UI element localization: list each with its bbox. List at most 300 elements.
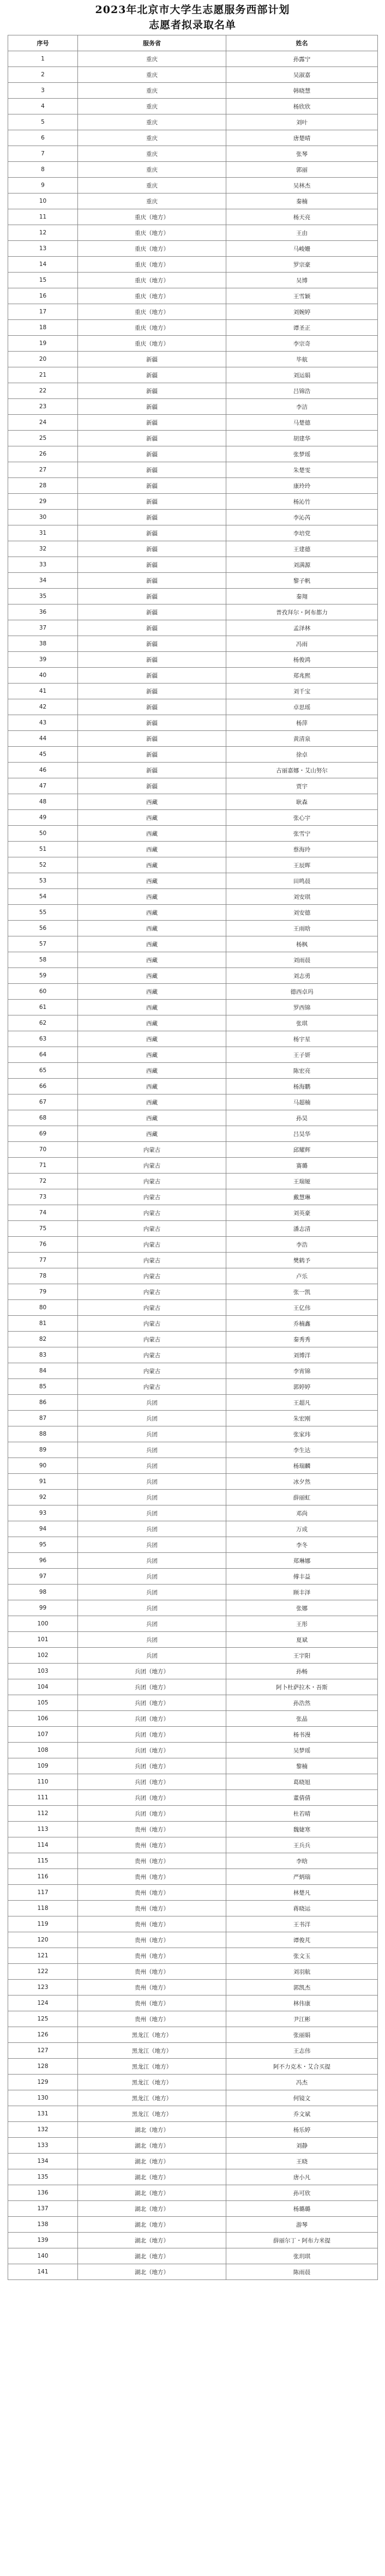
row-name: 杨璐璐 [226, 2201, 378, 2217]
row-name: 张家玮 [226, 1426, 378, 1442]
table-row [8, 810, 378, 826]
table-header-row [8, 35, 378, 51]
table-row [8, 225, 378, 241]
row-index: 11 [8, 209, 78, 225]
row-index: 17 [8, 304, 78, 320]
table-row [8, 304, 378, 320]
row-province: 兵团（地方） [78, 1695, 226, 1711]
row-province: 湖北（地方） [78, 2248, 226, 2264]
row-name: 刘安德 [226, 905, 378, 921]
row-name: 德西卓玛 [226, 984, 378, 1000]
row-index: 57 [8, 936, 78, 952]
row-index: 99 [8, 1600, 78, 1616]
table-row [8, 1332, 378, 1347]
row-index: 82 [8, 1332, 78, 1347]
row-name: 郭婷婷 [226, 1379, 378, 1395]
table-row [8, 1015, 378, 1031]
row-index: 133 [8, 2138, 78, 2154]
row-name: 李浩 [226, 1237, 378, 1253]
row-province: 新疆 [78, 446, 226, 462]
row-index: 39 [8, 652, 78, 668]
table-row [8, 193, 378, 209]
row-index: 3 [8, 83, 78, 99]
row-index: 62 [8, 1015, 78, 1031]
row-name: 张雪宁 [226, 826, 378, 842]
row-name: 孙昊 [226, 1110, 378, 1126]
table-row [8, 873, 378, 889]
row-province: 贵州（地方） [78, 1932, 226, 1948]
row-province: 兵团（地方） [78, 1664, 226, 1679]
table-row [8, 1158, 378, 1174]
row-name: 樊鹤予 [226, 1253, 378, 1268]
row-name: 杨俊鸿 [226, 652, 378, 668]
row-index: 120 [8, 1932, 78, 1948]
table-row [8, 2090, 378, 2106]
table-row [8, 1205, 378, 1221]
row-name: 马峻姗 [226, 241, 378, 257]
row-index: 27 [8, 462, 78, 478]
row-name: 吕锦浩 [226, 383, 378, 399]
row-index: 68 [8, 1110, 78, 1126]
row-index: 90 [8, 1458, 78, 1474]
table-row [8, 889, 378, 905]
table-row [8, 1268, 378, 1284]
row-province: 兵团（地方） [78, 1774, 226, 1790]
table-row [8, 2122, 378, 2138]
table-row [8, 1442, 378, 1458]
table-row [8, 2201, 378, 2217]
document-title [0, 2, 385, 33]
row-name: 罗西锦 [226, 1000, 378, 1015]
row-name: 吴博 [226, 273, 378, 288]
row-name: 杨沁竹 [226, 494, 378, 510]
table-row [8, 1648, 378, 1664]
row-name: 赛璐 [226, 1158, 378, 1174]
table-row [8, 984, 378, 1000]
row-province: 重庆（地方） [78, 225, 226, 241]
row-index: 84 [8, 1363, 78, 1379]
table-row [8, 1806, 378, 1822]
table-row [8, 162, 378, 178]
row-province: 兵团 [78, 1490, 226, 1505]
row-index: 51 [8, 842, 78, 857]
row-province: 贵州（地方） [78, 1837, 226, 1853]
table-row [8, 1521, 378, 1537]
row-index: 102 [8, 1648, 78, 1664]
table-row [8, 1379, 378, 1395]
row-province: 贵州（地方） [78, 1964, 226, 1980]
row-index: 77 [8, 1253, 78, 1268]
row-province: 内蒙古 [78, 1316, 226, 1332]
row-index: 79 [8, 1284, 78, 1300]
row-name: 吕昊华 [226, 1126, 378, 1142]
row-province: 湖北（地方） [78, 2169, 226, 2185]
row-index: 64 [8, 1047, 78, 1063]
row-province: 西藏 [78, 794, 226, 810]
row-name: 李宵锦 [226, 1363, 378, 1379]
row-name: 谭圣正 [226, 320, 378, 336]
row-index: 42 [8, 699, 78, 715]
row-index: 132 [8, 2122, 78, 2138]
table-row [8, 1632, 378, 1648]
table-row [8, 1964, 378, 1980]
row-index: 10 [8, 193, 78, 209]
row-province: 西藏 [78, 1015, 226, 1031]
row-province: 重庆（地方） [78, 241, 226, 257]
row-province: 新疆 [78, 415, 226, 431]
row-name: 王彤 [226, 1616, 378, 1632]
row-name: 耿森 [226, 794, 378, 810]
row-name: 王宇阳 [226, 1648, 378, 1664]
row-index: 47 [8, 778, 78, 794]
row-name: 傅丰益 [226, 1569, 378, 1585]
row-name: 刘叶 [226, 114, 378, 130]
row-province: 湖北（地方） [78, 2185, 226, 2201]
row-province: 内蒙古 [78, 1189, 226, 1205]
table-row [8, 178, 378, 193]
row-province: 兵团 [78, 1632, 226, 1648]
row-province: 西藏 [78, 889, 226, 905]
row-province: 新疆 [78, 541, 226, 557]
row-name: 黎楠 [226, 1758, 378, 1774]
row-index: 60 [8, 984, 78, 1000]
row-province: 重庆 [78, 130, 226, 146]
row-province: 贵州（地方） [78, 1901, 226, 1916]
row-province: 新疆 [78, 684, 226, 699]
row-province: 西藏 [78, 1110, 226, 1126]
row-province: 新疆 [78, 494, 226, 510]
row-name: 乔楠鑫 [226, 1316, 378, 1332]
table-row [8, 1363, 378, 1379]
table-row [8, 1047, 378, 1063]
row-name: 李沁芮 [226, 510, 378, 525]
row-name: 乔文斌 [226, 2106, 378, 2122]
row-province: 新疆 [78, 352, 226, 367]
row-index: 24 [8, 415, 78, 431]
row-index: 31 [8, 525, 78, 541]
row-index: 140 [8, 2248, 78, 2264]
row-province: 贵州（地方） [78, 1869, 226, 1885]
row-name: 杨欣欣 [226, 99, 378, 114]
row-name: 冰夕然 [226, 1474, 378, 1490]
row-index: 2 [8, 67, 78, 83]
table-row [8, 1426, 378, 1442]
row-province: 重庆（地方） [78, 209, 226, 225]
row-index: 66 [8, 1079, 78, 1095]
row-index: 129 [8, 2075, 78, 2090]
title-line-1: 2023年北京市大学生志愿服务西部计划 [95, 4, 290, 16]
row-index: 122 [8, 1964, 78, 1980]
row-name: 秦翔 [226, 589, 378, 604]
row-province: 内蒙古 [78, 1363, 226, 1379]
row-index: 109 [8, 1758, 78, 1774]
row-index: 103 [8, 1664, 78, 1679]
row-name: 刘满源 [226, 557, 378, 573]
row-name: 马楚德 [226, 415, 378, 431]
table-row [8, 241, 378, 257]
row-name: 黄清泉 [226, 731, 378, 747]
table-row [8, 557, 378, 573]
row-province: 兵团 [78, 1616, 226, 1632]
row-name: 刘婉婷 [226, 304, 378, 320]
row-index: 92 [8, 1490, 78, 1505]
table-row [8, 2248, 378, 2264]
row-index: 19 [8, 336, 78, 352]
row-province: 兵团 [78, 1505, 226, 1521]
row-province: 黑龙江（地方） [78, 2059, 226, 2075]
row-name: 卓思瑶 [226, 699, 378, 715]
row-province: 新疆 [78, 604, 226, 620]
row-index: 130 [8, 2090, 78, 2106]
table-row [8, 2169, 378, 2185]
row-province: 西藏 [78, 826, 226, 842]
table-row [8, 1758, 378, 1774]
row-index: 45 [8, 747, 78, 763]
row-index: 1 [8, 51, 78, 67]
table-row [8, 2154, 378, 2169]
row-index: 100 [8, 1616, 78, 1632]
row-name: 何镜文 [226, 2090, 378, 2106]
row-name: 徐卓 [226, 747, 378, 763]
row-province: 兵团 [78, 1474, 226, 1490]
row-index: 20 [8, 352, 78, 367]
row-province: 黑龙江（地方） [78, 2027, 226, 2043]
row-province: 新疆 [78, 699, 226, 715]
row-index: 106 [8, 1711, 78, 1727]
table-row [8, 1095, 378, 1110]
row-province: 重庆 [78, 193, 226, 209]
row-province: 新疆 [78, 431, 226, 446]
row-name: 吴梦瑶 [226, 1743, 378, 1758]
row-index: 108 [8, 1743, 78, 1758]
table-row [8, 1837, 378, 1853]
row-province: 内蒙古 [78, 1205, 226, 1221]
table-row [8, 1743, 378, 1758]
row-province: 重庆 [78, 146, 226, 162]
row-index: 14 [8, 257, 78, 273]
header-name: 姓名 [226, 35, 378, 51]
row-name: 杨乐婷 [226, 2122, 378, 2138]
row-index: 83 [8, 1347, 78, 1363]
table-row [8, 1948, 378, 1964]
row-province: 兵团（地方） [78, 1727, 226, 1743]
table-row [8, 541, 378, 557]
row-index: 134 [8, 2154, 78, 2169]
row-province: 湖北（地方） [78, 2217, 226, 2233]
row-name: 陈雨晨 [226, 2264, 378, 2280]
table-row [8, 1490, 378, 1505]
table-row [8, 99, 378, 114]
row-province: 新疆 [78, 763, 226, 778]
row-province: 重庆 [78, 162, 226, 178]
row-province: 新疆 [78, 731, 226, 747]
row-name: 王晓 [226, 2154, 378, 2169]
row-province: 贵州（地方） [78, 1948, 226, 1964]
row-province: 兵团 [78, 1537, 226, 1553]
row-name: 夏斌 [226, 1632, 378, 1648]
table-row [8, 2233, 378, 2248]
table-row [8, 936, 378, 952]
table-row [8, 336, 378, 352]
table-row [8, 1284, 378, 1300]
row-index: 96 [8, 1553, 78, 1569]
table-row [8, 1063, 378, 1079]
row-name: 蔡海玲 [226, 842, 378, 857]
row-index: 118 [8, 1901, 78, 1916]
table-row [8, 2075, 378, 2090]
row-name: 李洁 [226, 399, 378, 415]
table-row [8, 857, 378, 873]
row-name: 杨天亮 [226, 209, 378, 225]
row-name: 孙浩然 [226, 1695, 378, 1711]
table-row [8, 921, 378, 936]
row-name: 王雪颖 [226, 288, 378, 304]
row-province: 西藏 [78, 873, 226, 889]
row-province: 兵团（地方） [78, 1806, 226, 1822]
table-row [8, 1110, 378, 1126]
row-province: 新疆 [78, 589, 226, 604]
table-row [8, 1126, 378, 1142]
row-index: 112 [8, 1806, 78, 1822]
table-row [8, 1853, 378, 1869]
row-name: 王志伟 [226, 2043, 378, 2059]
row-index: 75 [8, 1221, 78, 1237]
table-row [8, 1505, 378, 1521]
row-index: 55 [8, 905, 78, 921]
table-row [8, 1695, 378, 1711]
row-index: 126 [8, 2027, 78, 2043]
table-row [8, 1142, 378, 1158]
table-row [8, 1569, 378, 1585]
table-row [8, 1300, 378, 1316]
row-index: 94 [8, 1521, 78, 1537]
row-name: 秦秀秀 [226, 1332, 378, 1347]
row-index: 67 [8, 1095, 78, 1110]
row-province: 新疆 [78, 478, 226, 494]
row-index: 61 [8, 1000, 78, 1015]
table-row [8, 763, 378, 778]
table-row [8, 2217, 378, 2233]
table-row [8, 2059, 378, 2075]
row-index: 36 [8, 604, 78, 620]
row-name: 游琴 [226, 2217, 378, 2233]
table-row [8, 1221, 378, 1237]
table-row [8, 257, 378, 273]
row-name: 王亿伟 [226, 1300, 378, 1316]
row-province: 重庆 [78, 114, 226, 130]
row-province: 兵团 [78, 1458, 226, 1474]
row-name: 万成 [226, 1521, 378, 1537]
row-province: 内蒙古 [78, 1237, 226, 1253]
table-row [8, 462, 378, 478]
row-index: 21 [8, 367, 78, 383]
row-index: 38 [8, 636, 78, 652]
row-province: 兵团 [78, 1395, 226, 1411]
row-index: 127 [8, 2043, 78, 2059]
row-province: 贵州（地方） [78, 1980, 226, 1996]
row-index: 124 [8, 1996, 78, 2011]
row-index: 115 [8, 1853, 78, 1869]
row-province: 新疆 [78, 652, 226, 668]
row-name: 董倩倩 [226, 1790, 378, 1806]
row-province: 内蒙古 [78, 1158, 226, 1174]
row-index: 95 [8, 1537, 78, 1553]
table-row [8, 699, 378, 715]
row-index: 52 [8, 857, 78, 873]
row-name: 杨书漫 [226, 1727, 378, 1743]
row-name: 孟泽林 [226, 620, 378, 636]
row-name: 阿不力克木・艾合买提 [226, 2059, 378, 2075]
row-province: 西藏 [78, 1063, 226, 1079]
row-name: 杨瑞麟 [226, 1458, 378, 1474]
row-index: 137 [8, 2201, 78, 2217]
row-province: 西藏 [78, 952, 226, 968]
row-province: 兵团（地方） [78, 1743, 226, 1758]
table-row [8, 1885, 378, 1901]
table-row [8, 2264, 378, 2280]
row-index: 93 [8, 1505, 78, 1521]
row-name: 杨枫 [226, 936, 378, 952]
row-index: 123 [8, 1980, 78, 1996]
row-index: 13 [8, 241, 78, 257]
row-index: 101 [8, 1632, 78, 1648]
row-province: 新疆 [78, 462, 226, 478]
row-province: 贵州（地方） [78, 1996, 226, 2011]
row-province: 湖北（地方） [78, 2233, 226, 2248]
row-name: 李培党 [226, 525, 378, 541]
table-row [8, 2185, 378, 2201]
row-name: 郑琳娜 [226, 1553, 378, 1569]
table-row [8, 1253, 378, 1268]
title-line-2: 志愿者拟录取名单 [148, 19, 236, 31]
table-row [8, 510, 378, 525]
row-province: 新疆 [78, 668, 226, 684]
table-row [8, 1996, 378, 2011]
row-name: 王雨晗 [226, 921, 378, 936]
row-province: 内蒙古 [78, 1379, 226, 1395]
row-index: 119 [8, 1916, 78, 1932]
row-province: 贵州（地方） [78, 1885, 226, 1901]
row-name: 刘羽航 [226, 1964, 378, 1980]
row-name: 罗宗豪 [226, 257, 378, 273]
row-province: 重庆（地方） [78, 273, 226, 288]
row-province: 贵州（地方） [78, 1916, 226, 1932]
row-province: 湖北（地方） [78, 2122, 226, 2138]
row-province: 西藏 [78, 842, 226, 857]
row-name: 尹江彬 [226, 2011, 378, 2027]
row-province: 西藏 [78, 921, 226, 936]
table-row [8, 1727, 378, 1743]
table-row [8, 1616, 378, 1632]
row-name: 严炳瑞 [226, 1869, 378, 1885]
table-row [8, 1347, 378, 1363]
table-row [8, 494, 378, 510]
admission-list-table [8, 35, 378, 2280]
row-index: 23 [8, 399, 78, 415]
row-province: 西藏 [78, 810, 226, 826]
table-row [8, 130, 378, 146]
row-index: 86 [8, 1395, 78, 1411]
row-name: 郭凯杰 [226, 1980, 378, 1996]
row-index: 12 [8, 225, 78, 241]
row-index: 33 [8, 557, 78, 573]
table-row [8, 826, 378, 842]
row-index: 30 [8, 510, 78, 525]
row-province: 新疆 [78, 747, 226, 763]
row-name: 张丽娟 [226, 2027, 378, 2043]
row-index: 136 [8, 2185, 78, 2201]
table-body [8, 51, 378, 2280]
